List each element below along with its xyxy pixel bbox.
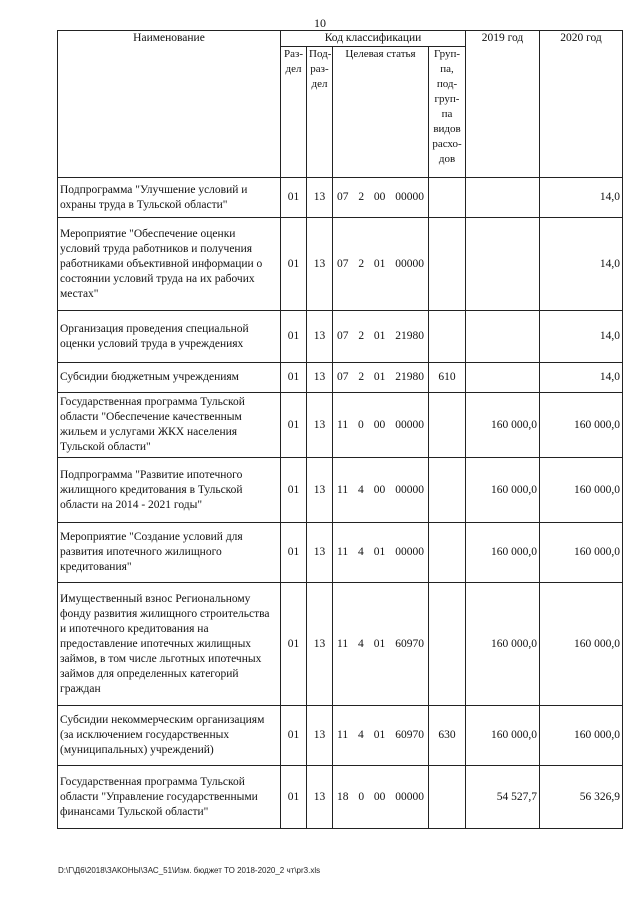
row-podrazdel: 13 (307, 523, 333, 583)
col-header-code: Код классификации (281, 31, 466, 47)
target-part: 07 (337, 371, 349, 383)
row-2019: 160 000,0 (466, 458, 540, 523)
row-name: Субсидии бюджетным учреждениям (58, 363, 281, 393)
row-name: Имущественный взнос Региональному фонду развития жилищного строительства и ипотечного кредитования на предоставление ипотечных жилищных займов, в том числе льготных ипотечных займов для определенных категорий граждан (58, 583, 281, 706)
target-part: 4 (358, 546, 364, 558)
row-target (333, 311, 429, 363)
row-podrazdel: 13 (307, 311, 333, 363)
row-group: 630 (429, 706, 466, 766)
row-razdel: 01 (281, 458, 307, 523)
target-part: 11 (337, 637, 349, 650)
row-podrazdel: 13 (307, 178, 333, 218)
target-part: 00000 (395, 790, 424, 803)
target-part: 01 (373, 257, 386, 270)
row-2019: 160 000,0 (466, 393, 540, 458)
table-row (58, 523, 623, 583)
row-podrazdel: 13 (307, 706, 333, 766)
row-razdel: 01 (281, 311, 307, 363)
target-part: 01 (373, 546, 386, 558)
target-part: 4 (358, 729, 364, 741)
target-part: 11 (337, 729, 349, 741)
row-razdel: 01 (281, 363, 307, 393)
row-2020: 160 000,0 (540, 393, 623, 458)
row-2019: 160 000,0 (466, 523, 540, 583)
row-podrazdel: 13 (307, 583, 333, 706)
target-part: 4 (358, 637, 364, 650)
target-part: 01 (373, 637, 386, 650)
table-row (58, 363, 623, 393)
row-group (429, 523, 466, 583)
row-target (333, 178, 429, 218)
target-part: 0 (358, 418, 364, 431)
row-target (333, 393, 429, 458)
target-part: 0 (358, 790, 365, 803)
row-name: Подпрограмма "Развитие ипотечного жилищного кредитования в Тульской области на 2014 - 2021 годы" (58, 458, 281, 523)
table-row (58, 583, 623, 706)
row-2020: 14,0 (540, 363, 623, 393)
col-header-group: Груп-па, под-груп-па видов расхо-дов (429, 47, 466, 178)
row-group (429, 583, 466, 706)
budget-table (57, 30, 623, 829)
row-2020: 160 000,0 (540, 706, 623, 766)
target-part: 11 (337, 418, 349, 431)
row-2019: 54 527,7 (466, 766, 540, 829)
col-header-name: Наименование (58, 31, 281, 178)
row-2019 (466, 218, 540, 311)
col-header-target: Целевая статья (333, 47, 429, 178)
row-name: Государственная программа Тульской области "Управление государственными финансами Тульской области" (58, 766, 281, 829)
target-part: 2 (358, 371, 365, 383)
target-part: 07 (337, 330, 349, 342)
row-target (333, 583, 429, 706)
row-razdel: 01 (281, 706, 307, 766)
row-podrazdel: 13 (307, 218, 333, 311)
target-part: 00 (373, 483, 386, 496)
file-path-footer: D:\Г\Д6\2018\ЗАКОНЫ\ЗАС_51\Изм. бюджет ТО 2018-2020_2 чт\pr3.xls (58, 866, 321, 875)
table-row (58, 311, 623, 363)
row-2020: 14,0 (540, 311, 623, 363)
row-2020: 160 000,0 (540, 583, 623, 706)
row-name: Мероприятие "Создание условий для развития ипотечного жилищного кредитования" (58, 523, 281, 583)
row-name: Мероприятие "Обеспечение оценки условий труда работников и получения работниками объективной информации о состоянии условий труда на их рабочих местах" (58, 218, 281, 311)
row-2020: 160 000,0 (540, 523, 623, 583)
row-target (333, 363, 429, 393)
table-row (58, 218, 623, 311)
col-header-2020: 2020 год (540, 31, 623, 178)
row-name: Субсидии некоммерческим организациям (за исключением государственных (муниципальных) учреждений) (58, 706, 281, 766)
target-part: 2 (358, 257, 365, 270)
row-2020: 14,0 (540, 178, 623, 218)
row-group (429, 218, 466, 311)
row-2019 (466, 363, 540, 393)
row-target (333, 458, 429, 523)
row-2019: 160 000,0 (466, 583, 540, 706)
row-2020: 56 326,9 (540, 766, 623, 829)
row-group (429, 393, 466, 458)
row-podrazdel: 13 (307, 363, 333, 393)
row-podrazdel: 13 (307, 393, 333, 458)
row-razdel: 01 (281, 523, 307, 583)
target-part: 07 (337, 191, 349, 203)
row-podrazdel: 13 (307, 458, 333, 523)
target-part: 60970 (395, 729, 424, 741)
target-part: 00000 (395, 418, 424, 431)
target-part: 60970 (395, 637, 424, 650)
target-part: 21980 (395, 330, 424, 342)
target-part: 4 (358, 483, 364, 496)
target-part: 11 (337, 546, 349, 558)
row-group (429, 178, 466, 218)
target-part: 2 (358, 330, 365, 342)
row-name: Государственная программа Тульской области "Обеспечение качественным жильем и услугами ЖКХ населения Тульской области" (58, 393, 281, 458)
target-part: 00 (373, 418, 386, 431)
table-row (58, 706, 623, 766)
target-part: 00000 (395, 546, 424, 558)
target-part: 2 (358, 191, 365, 203)
row-podrazdel: 13 (307, 766, 333, 829)
col-header-razdel: Раз-дел (281, 47, 307, 178)
target-part: 18 (337, 790, 349, 803)
target-part: 00 (373, 790, 386, 803)
table-row (58, 393, 623, 458)
target-part: 00000 (395, 191, 424, 203)
row-razdel: 01 (281, 583, 307, 706)
row-razdel: 01 (281, 218, 307, 311)
row-target (333, 523, 429, 583)
row-2019: 160 000,0 (466, 706, 540, 766)
row-name: Организация проведения специальной оценки условий труда в учреждениях (58, 311, 281, 363)
row-group (429, 458, 466, 523)
row-2019 (466, 311, 540, 363)
row-razdel: 01 (281, 766, 307, 829)
page-number: 10 (314, 16, 326, 30)
target-part: 00000 (395, 257, 424, 270)
row-target (333, 706, 429, 766)
row-2019 (466, 178, 540, 218)
row-razdel: 01 (281, 178, 307, 218)
row-target (333, 766, 429, 829)
target-part: 07 (337, 257, 349, 270)
table-row (58, 766, 623, 829)
row-2020: 160 000,0 (540, 458, 623, 523)
row-razdel: 01 (281, 393, 307, 458)
target-part: 01 (373, 729, 386, 741)
target-part: 01 (373, 330, 386, 342)
target-part: 11 (337, 483, 349, 496)
row-group (429, 311, 466, 363)
table-row (58, 178, 623, 218)
target-part: 00000 (395, 483, 424, 496)
target-part: 01 (373, 371, 386, 383)
row-name: Подпрограмма "Улучшение условий и охраны труда в Тульской области" (58, 178, 281, 218)
row-target (333, 218, 429, 311)
row-2020: 14,0 (540, 218, 623, 311)
target-part: 00 (373, 191, 386, 203)
col-header-2019: 2019 год (466, 31, 540, 178)
col-header-podrazdel: Под-раз-дел (307, 47, 333, 178)
target-part: 21980 (395, 371, 424, 383)
row-group (429, 766, 466, 829)
row-group: 610 (429, 363, 466, 393)
table-row (58, 458, 623, 523)
